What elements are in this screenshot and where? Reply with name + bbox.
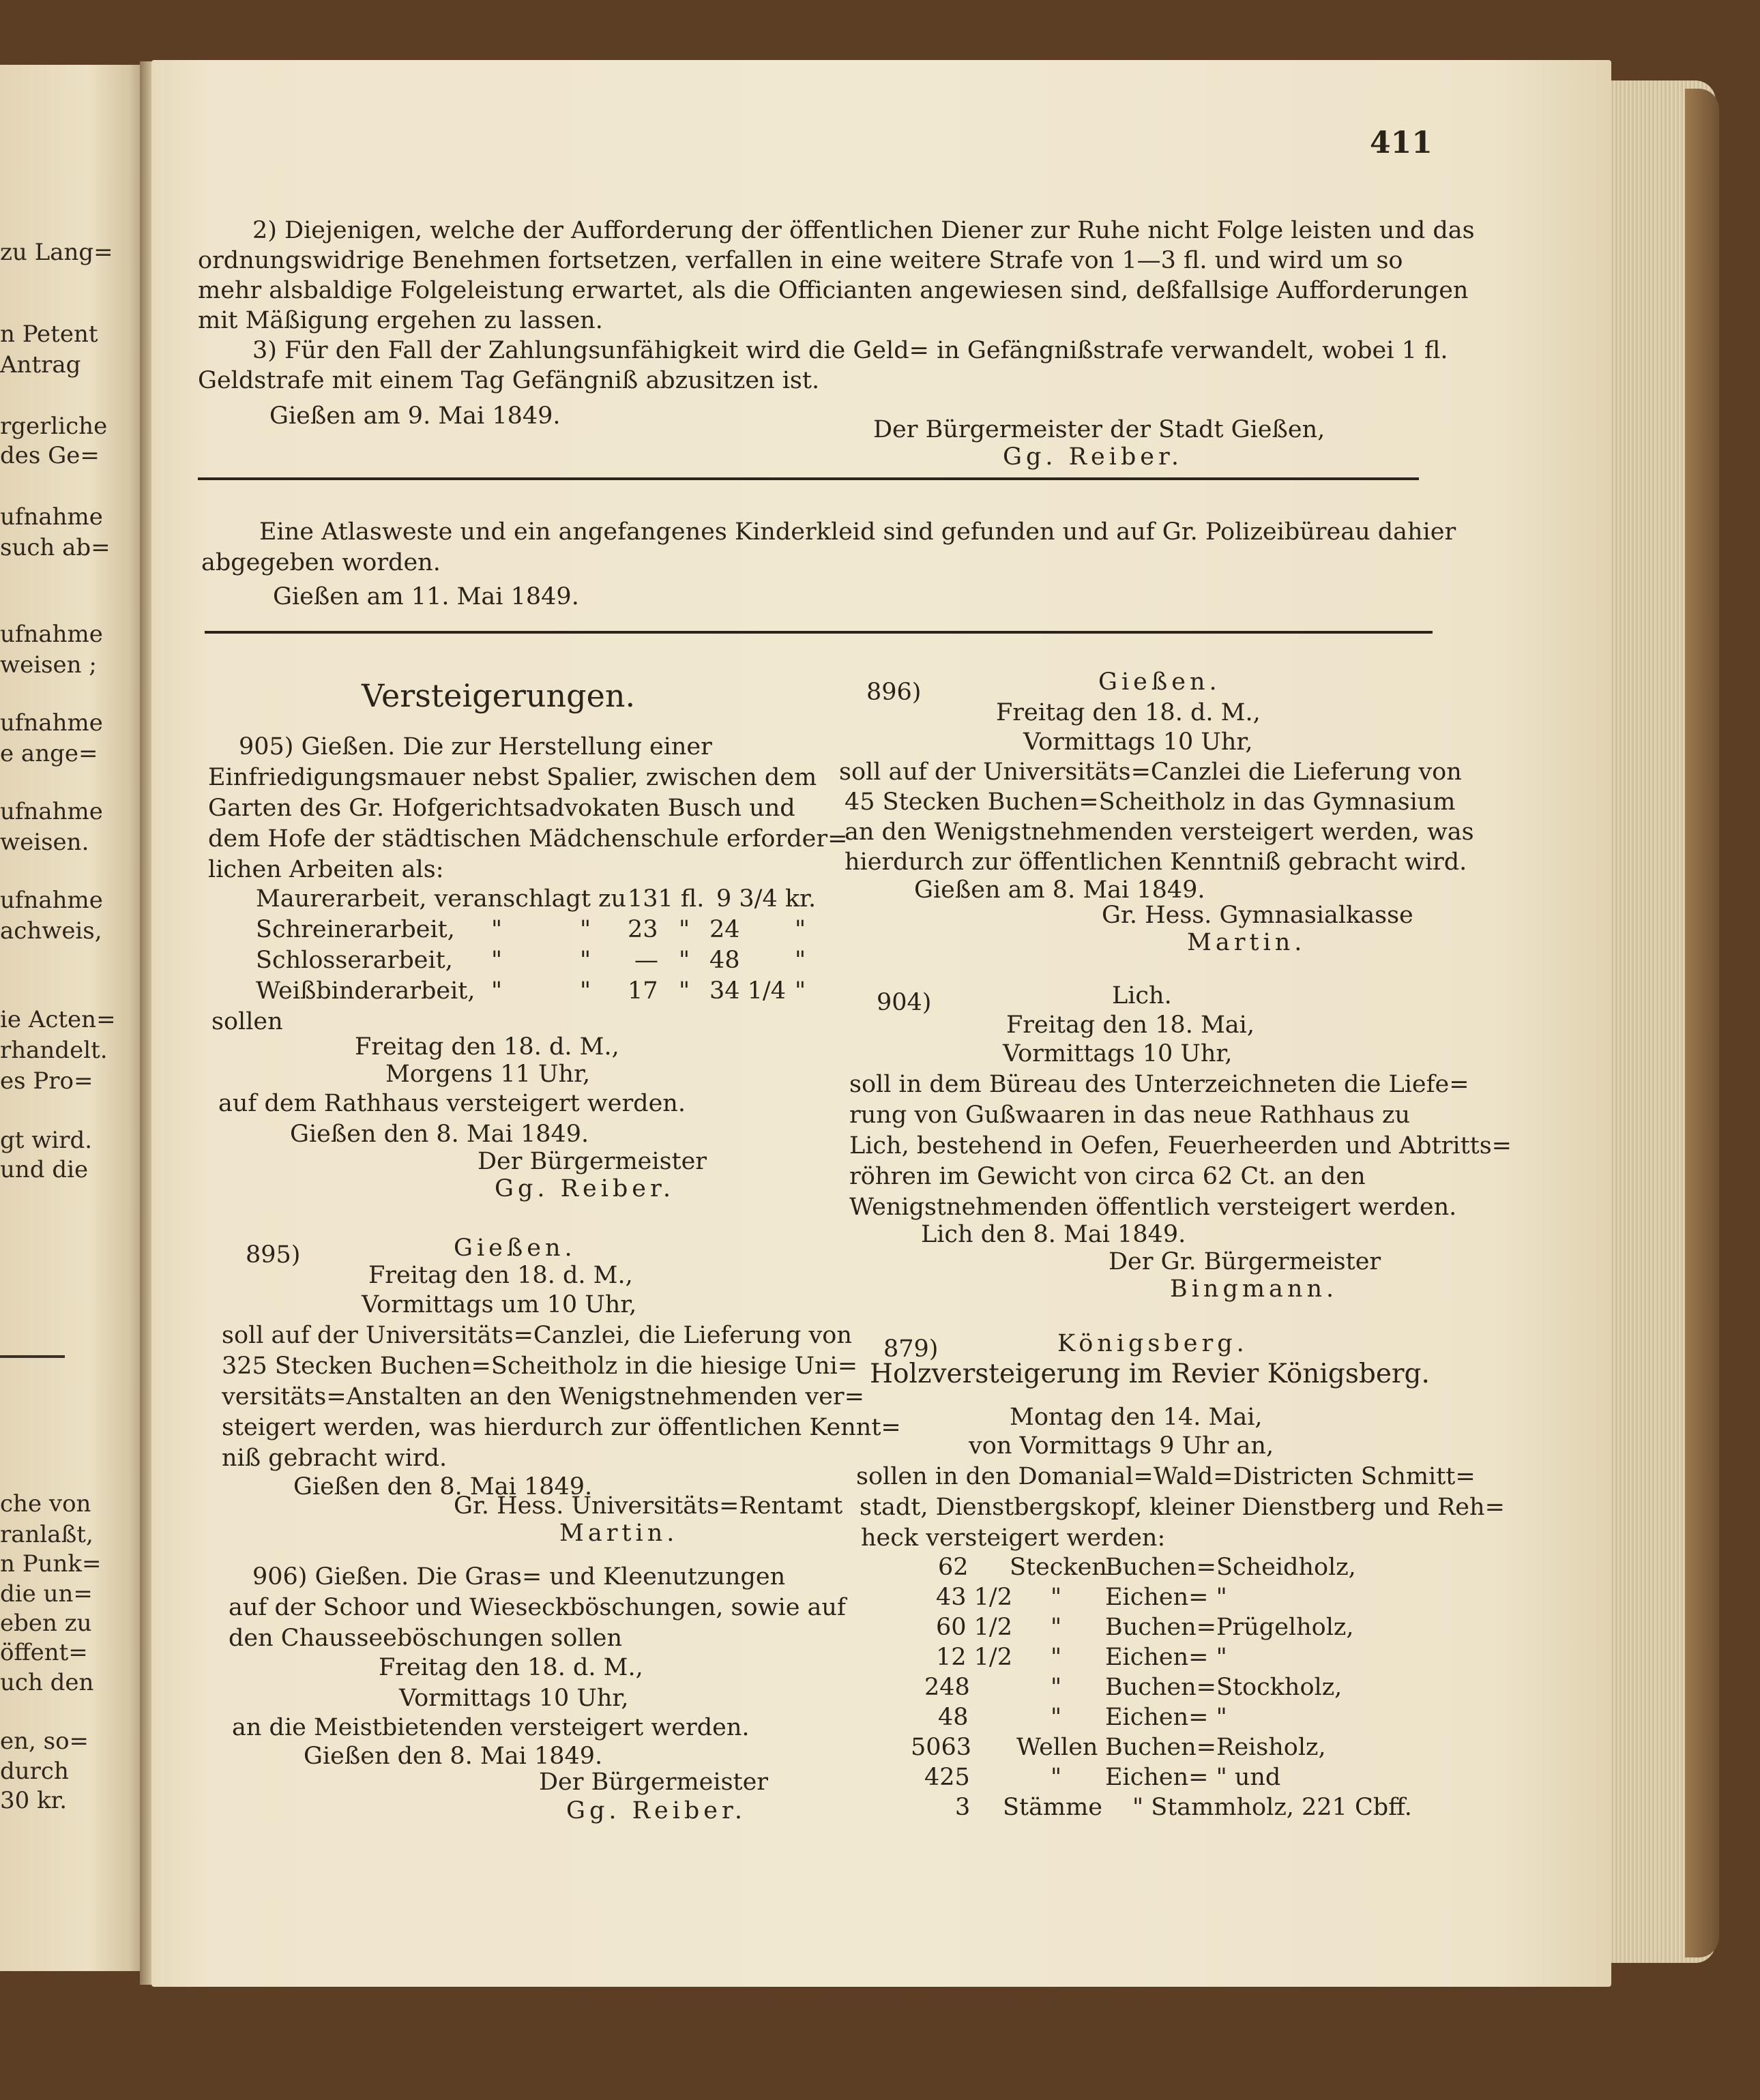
- page-number: 411: [1370, 125, 1433, 160]
- work-fl: 131 fl.: [628, 885, 705, 913]
- text-line: rung von Gußwaaren in das neue Rathhaus zu: [849, 1101, 1411, 1129]
- divider-rule: [205, 631, 1433, 634]
- text-line: an die Meistbietenden versteigert werden.: [232, 1714, 750, 1741]
- left-fragment: ufnahme: [0, 798, 103, 825]
- left-fragment: such ab=: [0, 534, 111, 561]
- text-line: Lich, bestehend in Oefen, Feuerheerden und Abtritts=: [849, 1132, 1512, 1159]
- wood-unit: ": [1051, 1674, 1062, 1701]
- ditto-mark: ": [580, 977, 591, 1005]
- ditto-mark: ": [795, 947, 806, 974]
- left-fragment: die un=: [0, 1580, 93, 1608]
- text-line: Vormittags 10 Uhr,: [1003, 1040, 1233, 1067]
- left-fragment: en, so=: [0, 1728, 89, 1755]
- signer-name: Bingmann.: [1170, 1275, 1338, 1303]
- text-line: sollen: [211, 1008, 283, 1035]
- notice-number: 879): [883, 1335, 939, 1363]
- text-line: 906) Gießen. Die Gras= und Kleenutzungen: [252, 1563, 786, 1591]
- text-line: Wenigstnehmenden öffentlich versteigert werden.: [849, 1194, 1457, 1221]
- wood-item: Buchen=Scheidholz,: [1105, 1554, 1356, 1581]
- left-fragment: gt wird.: [0, 1127, 93, 1154]
- wood-item: Eichen= ": [1105, 1584, 1227, 1611]
- ditto-mark: ": [795, 916, 806, 943]
- left-fragment: des Ge=: [0, 442, 100, 469]
- left-fragment: ufnahme: [0, 621, 103, 648]
- text-line: Einfriedigungsmauer nebst Spalier, zwischen dem: [208, 764, 817, 791]
- ditto-mark: ": [580, 947, 591, 974]
- work-kr: 34 1/4: [709, 977, 786, 1005]
- text-line: niß gebracht wird.: [222, 1445, 448, 1472]
- left-fragment: ufnahme: [0, 887, 103, 914]
- place-date: Lich den 8. Mai 1849.: [921, 1221, 1186, 1248]
- wood-qty: 425: [924, 1764, 970, 1791]
- work-name: Maurerarbeit, veranschlagt zu: [256, 885, 627, 913]
- left-page: [0, 65, 147, 1971]
- text-line: 3) Für den Fall der Zahlungsunfähigkeit wird die Geld= in Gefängnißstrafe verwandelt, wobei 1 fl.: [252, 337, 1448, 364]
- signer-title: Gr. Hess. Universitäts=Rentamt: [454, 1492, 843, 1520]
- text-line: Garten des Gr. Hofgerichtsadvokaten Busch und: [208, 795, 795, 822]
- text-line: soll in dem Büreau des Unterzeichneten die Liefe=: [849, 1071, 1469, 1098]
- left-fragment: uch den: [0, 1669, 94, 1696]
- signer-name: Martin.: [1187, 929, 1306, 956]
- wood-unit: Stämme: [1003, 1794, 1102, 1821]
- text-line: stadt, Dienstbergskopf, kleiner Dienstberg und Reh=: [860, 1494, 1505, 1521]
- wood-qty: 48: [938, 1704, 969, 1731]
- left-fragment: ie Acten=: [0, 1006, 116, 1033]
- work-name: Schreinerarbeit,: [256, 916, 455, 943]
- left-fragment: durch: [0, 1758, 69, 1785]
- notice-place: Königsberg.: [1057, 1330, 1248, 1357]
- wood-qty: 248: [924, 1674, 970, 1701]
- wood-unit: Stecken: [1010, 1554, 1107, 1581]
- wood-qty: 62: [938, 1554, 969, 1581]
- left-fragment: Antrag: [0, 351, 81, 379]
- work-fl: 17: [628, 977, 658, 1005]
- section-title: Versteigerungen.: [362, 677, 636, 714]
- signer-name: Gg. Reiber.: [566, 1797, 747, 1824]
- ditto-mark: ": [580, 916, 591, 943]
- wood-item: " Stammholz, 221 Cbff.: [1132, 1794, 1412, 1821]
- left-fragment: ufnahme: [0, 709, 103, 737]
- notice-place: Gießen.: [454, 1234, 576, 1262]
- text-line: Vormittags um 10 Uhr,: [362, 1291, 637, 1318]
- signer-title: Der Bürgermeister der Stadt Gießen,: [873, 416, 1325, 443]
- work-kr: 9 3/4 kr.: [716, 885, 817, 913]
- signer-title: Der Bürgermeister: [539, 1769, 769, 1796]
- text-line: lichen Arbeiten als:: [208, 856, 444, 883]
- text-line: sollen in den Domanial=Wald=Districten Schmitt=: [856, 1463, 1476, 1490]
- place-date: Gießen den 8. Mai 1849.: [293, 1473, 593, 1500]
- left-fragment: che von: [0, 1490, 91, 1518]
- text-line: 45 Stecken Buchen=Scheitholz in das Gymnasium: [845, 788, 1456, 816]
- left-rule: [0, 1355, 65, 1358]
- text-line: Geldstrafe mit einem Tag Gefängniß abzusitzen ist.: [198, 367, 820, 394]
- text-line: 2) Diejenigen, welche der Aufforderung der öffentlichen Diener zur Ruhe nicht Folge leisten und das: [252, 217, 1475, 244]
- left-fragment: weisen.: [0, 829, 89, 856]
- text-line: heck versteigert werden:: [861, 1524, 1166, 1552]
- text-line: versitäts=Anstalten an den Wenigstnehmenden ver=: [222, 1383, 864, 1410]
- ditto-mark: ": [491, 916, 503, 943]
- signer-name: Gg. Reiber.: [1003, 443, 1184, 471]
- left-fragment: ranlaßt,: [0, 1521, 93, 1548]
- wood-unit: ": [1051, 1644, 1062, 1671]
- signer-title: Der Bürgermeister: [478, 1148, 707, 1175]
- work-kr: 24: [709, 916, 740, 943]
- signer-title: Der Gr. Bürgermeister: [1109, 1248, 1381, 1275]
- text-line: hierdurch zur öffentlichen Kenntniß gebracht wird.: [845, 848, 1467, 876]
- left-fragment: zu Lang=: [0, 239, 113, 266]
- text-line: ordnungswidrige Benehmen fortsetzen, verfallen in eine weitere Strafe von 1—3 fl. und wird um so: [198, 247, 1403, 274]
- text-line: Eine Atlasweste und ein angefangenes Kinderkleid sind gefunden und auf Gr. Polizeibüreau dahier: [259, 518, 1456, 546]
- left-fragment: öffent=: [0, 1639, 88, 1666]
- wood-qty: 43 1/2: [936, 1584, 1012, 1611]
- place-date: Gießen am 9. Mai 1849.: [269, 402, 561, 430]
- notice-place: Gießen.: [1098, 668, 1221, 696]
- notice-number: 895): [246, 1241, 301, 1269]
- signer-title: Gr. Hess. Gymnasialkasse: [1102, 902, 1413, 929]
- book-cover: [1685, 89, 1719, 1957]
- text-line: steigert werden, was hierdurch zur öffentlichen Kennt=: [222, 1414, 901, 1441]
- text-line: Montag den 14. Mai,: [1010, 1404, 1263, 1431]
- signer-name: Martin.: [559, 1520, 679, 1547]
- text-line: Freitag den 18. d. M.,: [355, 1033, 619, 1061]
- left-fragment: e ange=: [0, 740, 98, 767]
- wood-unit: ": [1051, 1584, 1062, 1611]
- wood-qty: 12 1/2: [936, 1644, 1012, 1671]
- left-fragment: rgerliche: [0, 413, 108, 440]
- notice-number: 904): [877, 989, 932, 1016]
- divider-rule: [198, 477, 1419, 480]
- ditto-mark: ": [679, 916, 690, 943]
- work-fl: 23: [628, 916, 658, 943]
- wood-unit: Wellen: [1016, 1734, 1098, 1761]
- text-line: von Vormittags 9 Uhr an,: [969, 1432, 1274, 1460]
- work-name: Schlosserarbeit,: [256, 947, 453, 974]
- text-line: 905) Gießen. Die zur Herstellung einer: [239, 733, 712, 760]
- text-line: Freitag den 18. Mai,: [1006, 1011, 1255, 1039]
- text-line: dem Hofe der städtischen Mädchenschule erforder=: [208, 825, 848, 853]
- wood-unit: ": [1051, 1704, 1062, 1731]
- wood-qty: 60 1/2: [936, 1614, 1012, 1641]
- text-line: Freitag den 18. d. M.,: [379, 1654, 643, 1681]
- ditto-mark: ": [679, 947, 690, 974]
- text-line: an den Wenigstnehmenden versteigert werden, was: [845, 818, 1474, 846]
- text-line: Freitag den 18. d. M.,: [368, 1262, 633, 1289]
- text-line: röhren im Gewicht von circa 62 Ct. an den: [849, 1163, 1366, 1190]
- text-line: auf der Schoor und Wieseckböschungen, sowie auf: [229, 1594, 846, 1621]
- left-fragment: n Petent: [0, 321, 98, 348]
- signer-name: Gg. Reiber.: [495, 1175, 675, 1202]
- notice-place: Lich.: [1112, 982, 1172, 1009]
- text-line: soll auf der Universitäts=Canzlei die Lieferung von: [839, 758, 1462, 786]
- text-line: Freitag den 18. d. M.,: [996, 699, 1261, 726]
- left-fragment: es Pro=: [0, 1067, 93, 1095]
- text-line: auf dem Rathhaus versteigert werden.: [218, 1090, 686, 1117]
- work-name: Weißbinderarbeit,: [256, 977, 475, 1005]
- notice-number: 896): [866, 679, 922, 706]
- wood-item: Eichen= ": [1105, 1644, 1227, 1671]
- text-line: mehr alsbaldige Folgeleistung erwartet, als die Officianten angewiesen sind, deßfallsige Aufforderungen: [198, 277, 1469, 304]
- wood-qty: 3: [955, 1794, 971, 1821]
- work-kr: 48: [709, 947, 740, 974]
- text-line: abgegeben worden.: [201, 549, 441, 576]
- wood-item: Buchen=Stockholz,: [1105, 1674, 1343, 1701]
- left-fragment: weisen ;: [0, 651, 97, 679]
- notice-title: Holzversteigerung im Revier Königsberg.: [870, 1359, 1430, 1389]
- place-date: Gießen am 8. Mai 1849.: [914, 876, 1205, 904]
- left-fragment: ufnahme: [0, 503, 103, 531]
- wood-item: Eichen= ": [1105, 1704, 1227, 1731]
- left-fragment: rhandelt.: [0, 1037, 108, 1064]
- left-fragment: und die: [0, 1156, 89, 1183]
- wood-unit: ": [1051, 1614, 1062, 1641]
- left-fragment: 30 kr.: [0, 1787, 67, 1814]
- text-line: 325 Stecken Buchen=Scheitholz in die hiesige Uni=: [222, 1352, 858, 1380]
- text-line: soll auf der Universitäts=Canzlei, die Lieferung von: [222, 1322, 852, 1349]
- wood-qty: 5063: [911, 1734, 972, 1761]
- text-line: den Chausseeböschungen sollen: [229, 1625, 622, 1652]
- work-fl: —: [634, 947, 658, 974]
- ditto-mark: ": [491, 977, 503, 1005]
- wood-item: Buchen=Prügelholz,: [1105, 1614, 1354, 1641]
- text-line: Vormittags 10 Uhr,: [1023, 728, 1253, 756]
- place-date: Gießen den 8. Mai 1849.: [304, 1743, 603, 1770]
- text-line: mit Mäßigung ergehen zu lassen.: [198, 307, 603, 334]
- left-fragment: achweis,: [0, 917, 102, 945]
- text-line: Morgens 11 Uhr,: [385, 1061, 591, 1088]
- ditto-mark: ": [491, 947, 503, 974]
- wood-item: Eichen= " und: [1105, 1764, 1281, 1791]
- ditto-mark: ": [795, 977, 806, 1005]
- place-date: Gießen den 8. Mai 1849.: [290, 1121, 589, 1148]
- ditto-mark: ": [679, 977, 690, 1005]
- wood-item: Buchen=Reisholz,: [1105, 1734, 1326, 1761]
- place-date: Gießen am 11. Mai 1849.: [273, 583, 579, 610]
- left-fragment: n Punk=: [0, 1550, 102, 1578]
- wood-unit: ": [1051, 1764, 1062, 1791]
- left-fragment: eben zu: [0, 1610, 92, 1637]
- text-line: Vormittags 10 Uhr,: [399, 1685, 629, 1712]
